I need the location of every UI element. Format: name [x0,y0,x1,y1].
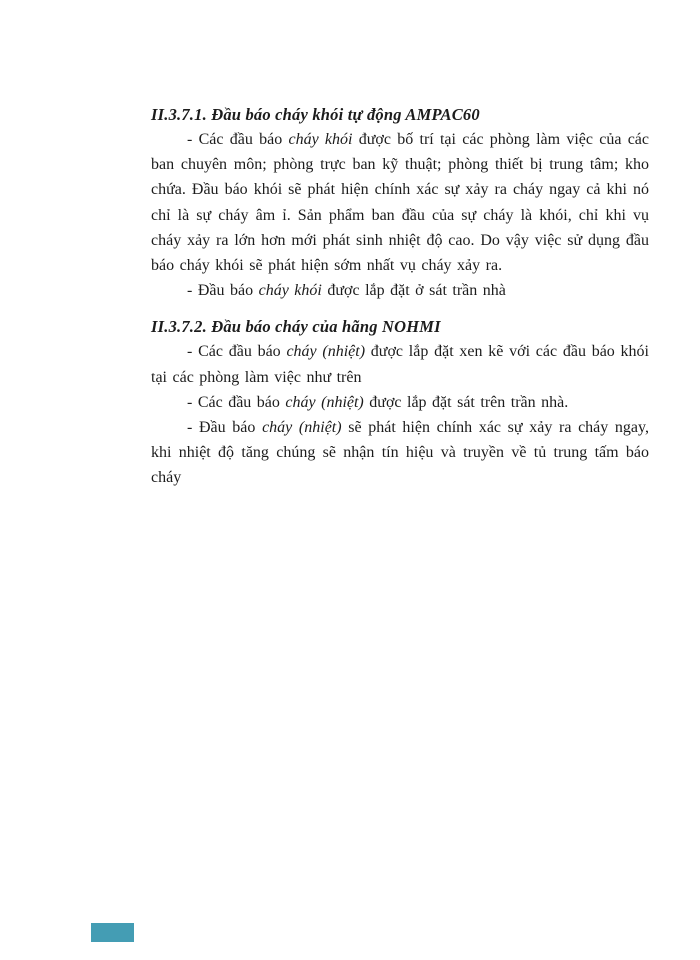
section [151,102,649,303]
paragraph [151,415,649,491]
paragraph [151,339,649,389]
text-run: - Các đầu báo [187,343,287,361]
text-run: - Đầu báo [187,282,259,300]
section-heading: II.3.7.2. Đầu báo cháy của hãng NOHMI [151,317,441,337]
teal-marker-box [91,923,134,942]
paragraph [151,127,649,278]
text-run: được lắp đặt xen kẽ với các đầu báo khói tại các phòng làm việc như trên [151,343,650,386]
paragraph [151,390,649,415]
italic-text-run: cháy khói [258,282,322,300]
text-run: - Các đầu báo [187,131,289,148]
text-run: - Đầu báo [187,419,263,437]
section-heading: II.3.7.1. Đầu báo cháy khói tự động AMPAC60 [151,105,480,124]
text-run: được bố trí tại các phòng làm việc của các ban chuyên môn; phòng trực ban kỹ thuật; phòng thiết bị trung tâm; kho chứa. Đầu báo khói sẽ phát hiện chính xác sự xảy ra cháy ngay cả khi nó chỉ là sự cháy âm ỉ. Sản phẩm ban đầu của sự cháy là khói, chỉ khi vụ cháy xảy ra lớn hơn mới phát sinh nhiệt độ cao. Do vậy việc sử dụng đầu báo cháy khói sẽ phát hiện sớm nhất vụ cháy xảy ra. [151,131,650,275]
text-run: được lắp đặt ở sát trần nhà [321,282,506,300]
text-run: - Các đầu báo [187,393,286,411]
italic-text-run: cháy khói [288,131,353,148]
text-run: được lắp đặt sát trên trần nhà. [363,393,569,411]
section [151,314,649,490]
italic-text-run: cháy (nhiệt) [286,343,366,361]
document-body [151,102,649,491]
italic-text-run: cháy (nhiệt) [262,419,342,437]
text-run: sẽ phát hiện chính xác sự xảy ra cháy ngay, khi nhiệt độ tăng chúng sẽ nhận tín hiệu và truyền về tủ trung tấm báo cháy [151,419,649,487]
italic-text-run: cháy (nhiệt) [285,393,364,411]
paragraph [151,278,649,303]
